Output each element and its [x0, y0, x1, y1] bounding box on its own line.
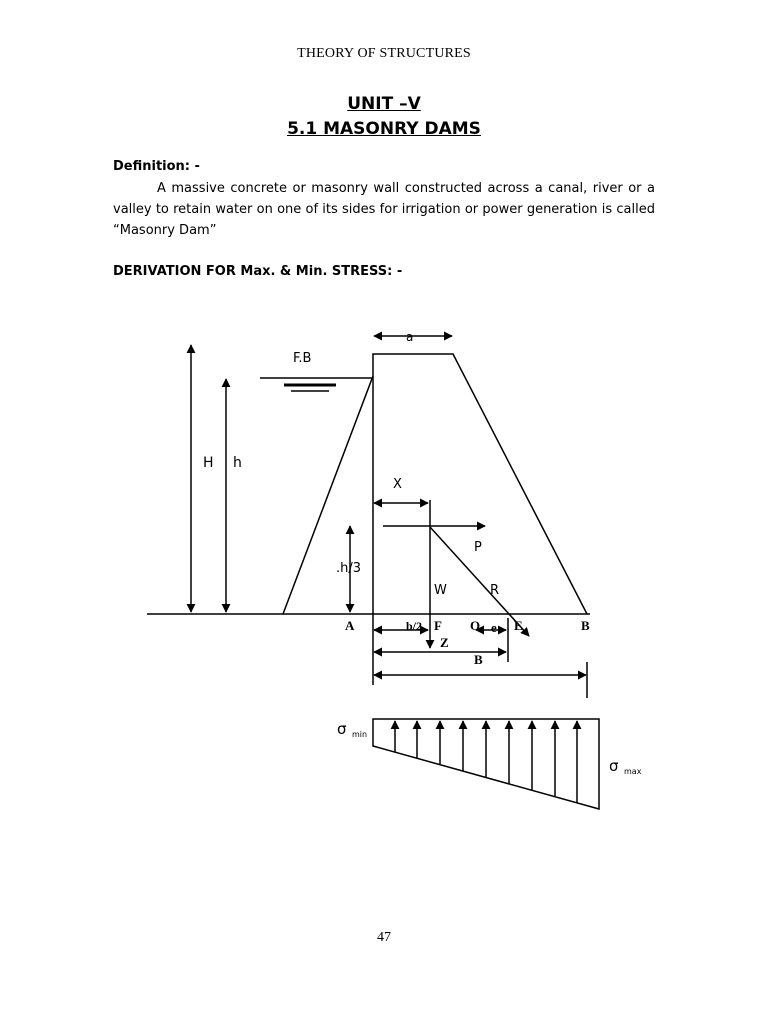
page-number: 47	[377, 930, 391, 945]
label-a: a	[406, 330, 414, 344]
definition-heading: Definition: -	[113, 159, 200, 174]
sigma-min-symbol: σ	[337, 720, 347, 738]
label-b2: b/2	[406, 619, 423, 633]
section-title: 5.1 MASONRY DAMS	[287, 119, 481, 139]
label-W: W	[434, 583, 447, 598]
label-h3: .h/3	[336, 561, 362, 576]
sigma-max-subscript: max	[624, 767, 642, 776]
label-X: X	[393, 477, 402, 492]
label-H: H	[203, 455, 214, 471]
label-e: e	[491, 620, 497, 635]
label-O: O	[470, 618, 481, 633]
label-E: E	[514, 618, 523, 633]
label-Z: Z	[440, 635, 449, 650]
dam-outline	[283, 354, 587, 614]
unit-title: UNIT –V	[347, 94, 421, 114]
sigma-max-symbol: σ	[609, 757, 619, 775]
label-F: F	[434, 618, 442, 633]
label-R: R	[490, 583, 500, 598]
label-B-width: B	[474, 652, 483, 667]
label-B-point: B	[581, 618, 590, 633]
sigma-min-subscript: min	[352, 730, 368, 739]
label-P: P	[474, 540, 482, 555]
label-h: h	[233, 455, 242, 471]
label-fb: F.B	[293, 351, 312, 366]
running-header: THEORY OF STRUCTURES	[297, 46, 471, 61]
derivation-heading: DERIVATION FOR Max. & Min. STRESS: -	[113, 264, 403, 279]
label-A: A	[345, 618, 355, 633]
definition-paragraph: A massive concrete or masonry wall constructed across a canal, river or a valley to retain water on one of its sides for irrigation or power generation is called “Masonry Dam”	[113, 181, 655, 238]
